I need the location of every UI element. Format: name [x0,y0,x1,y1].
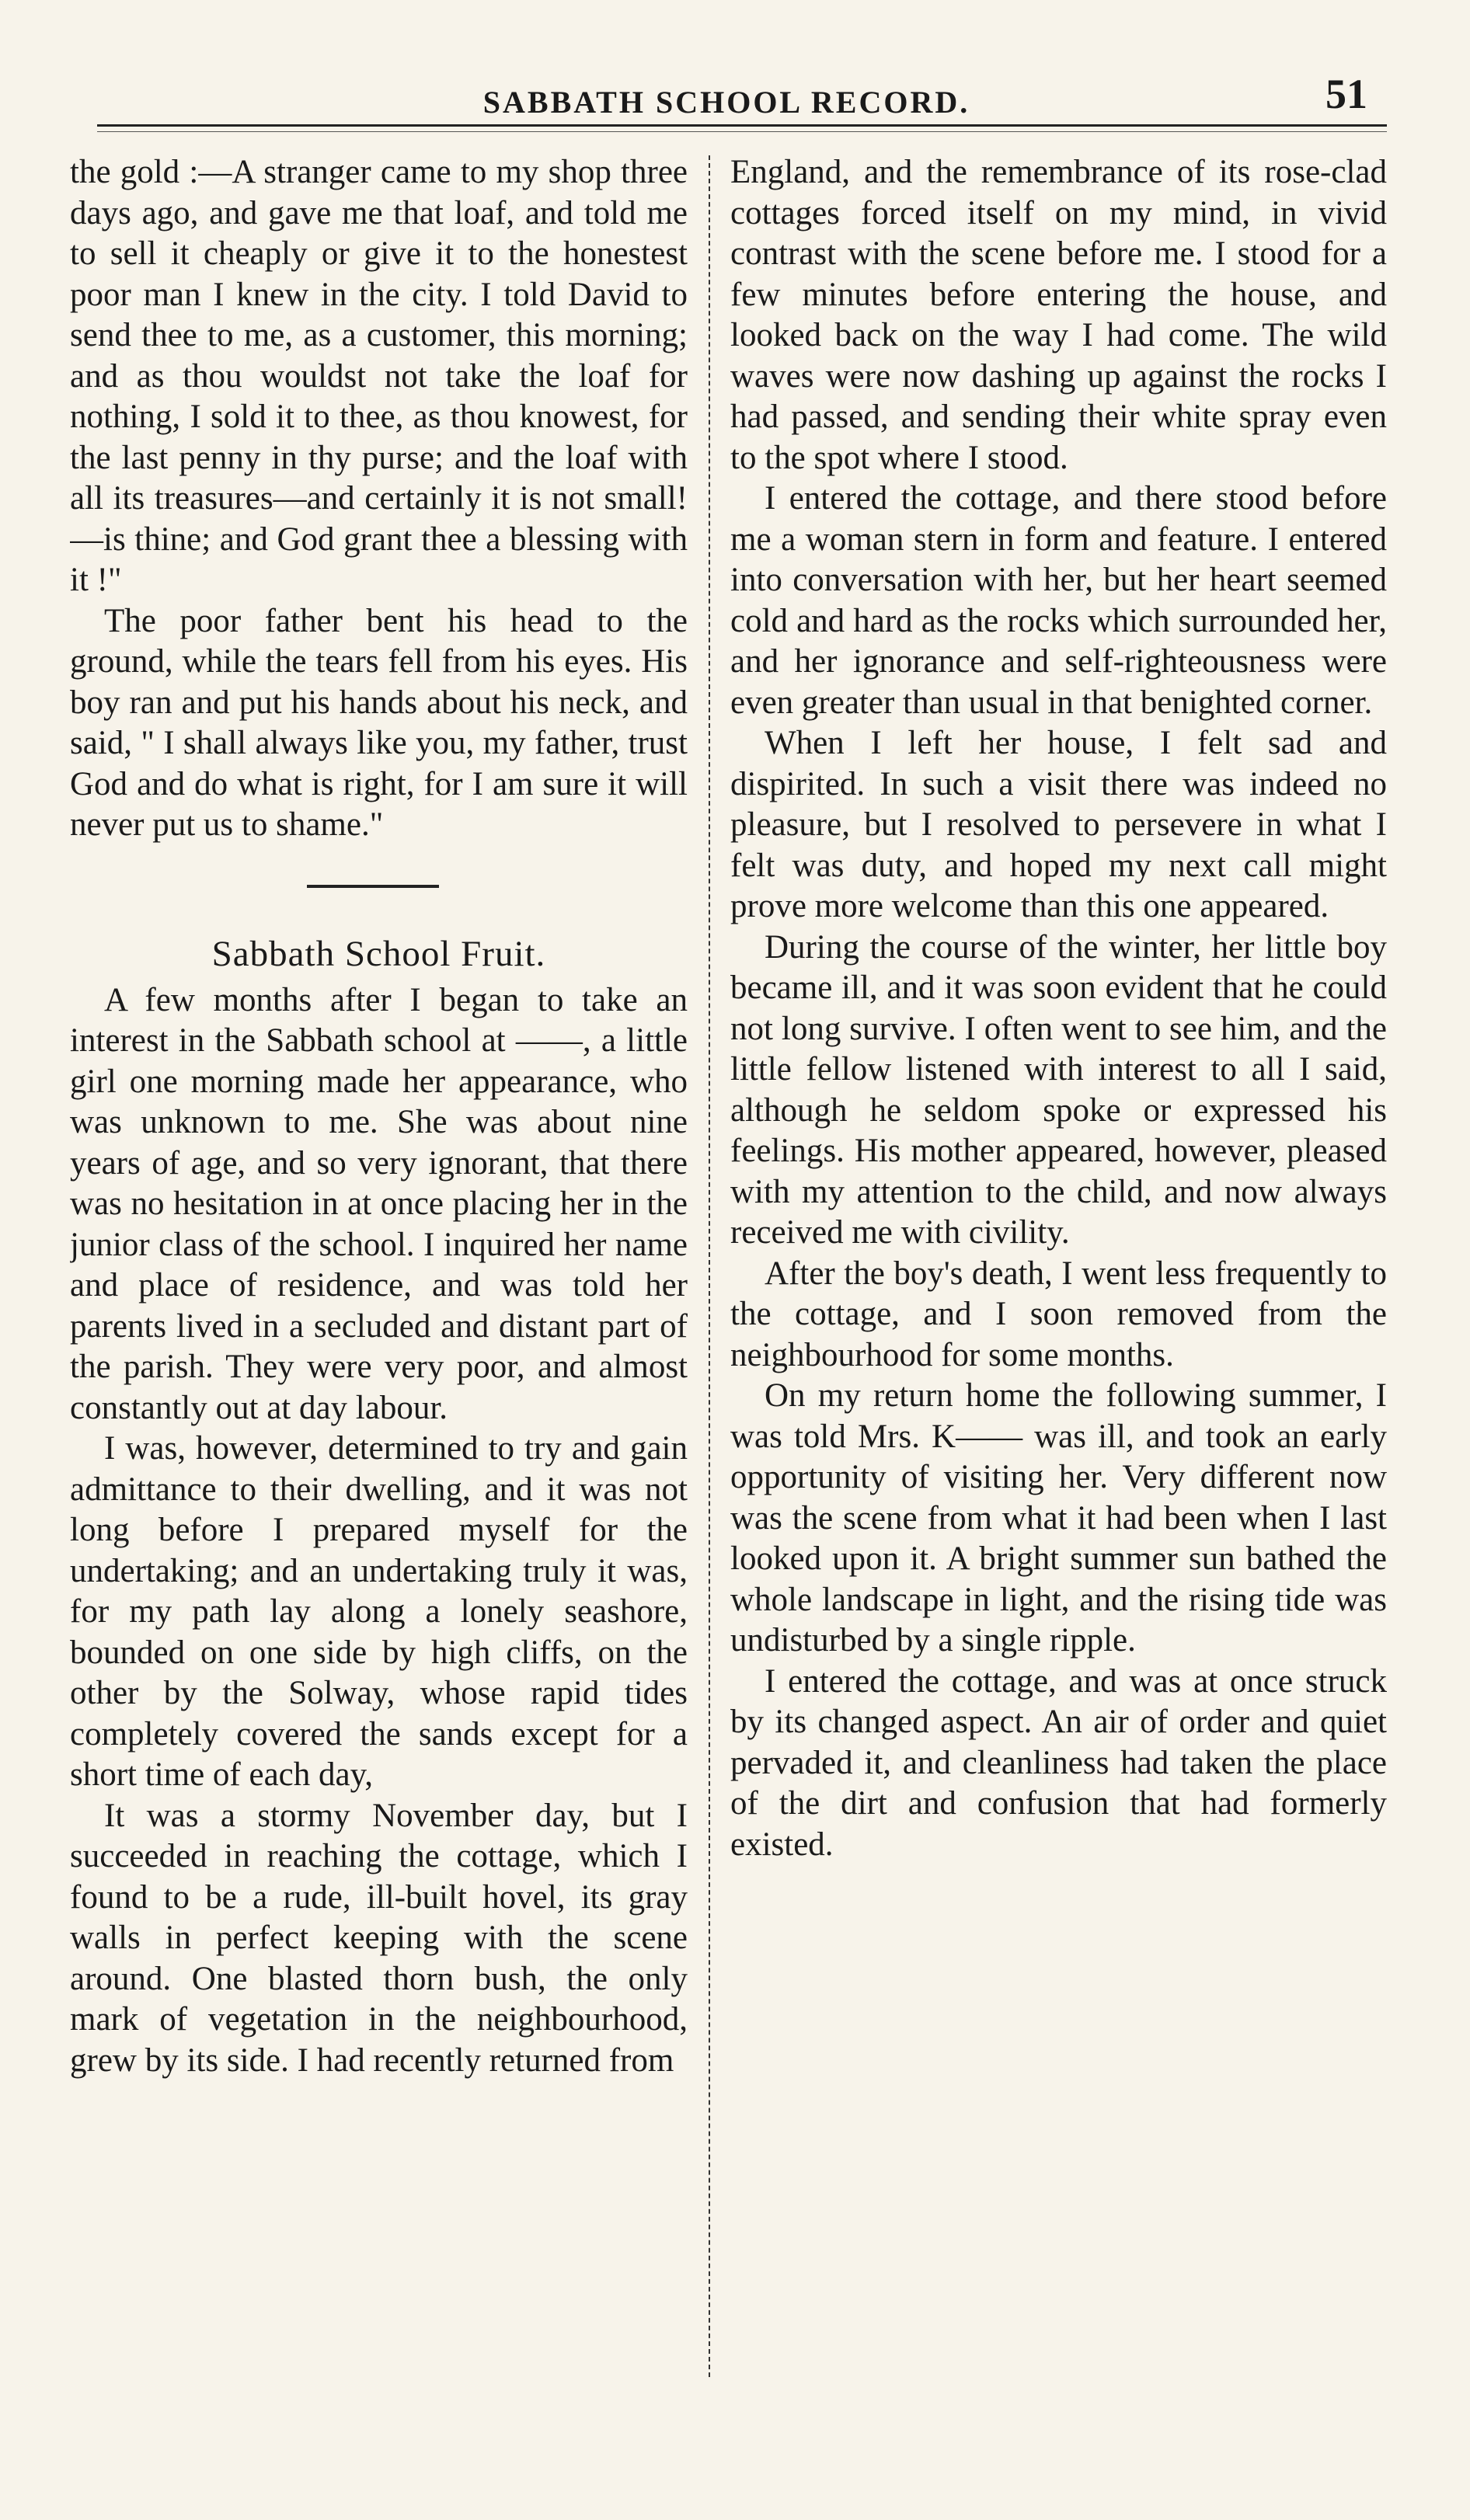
section-separator-rule [70,846,688,928]
paragraph: England, and the remembrance of its rose-clad cottages forced itself on my mind, in vivid contrast with the scene before me. I stood for a few minutes before entering the house, and looked back on the way I had come. The wild waves were now dashing up against the rocks I had passed, and sending their white spray even to the spot where I stood. [730,154,1387,476]
paragraph: During the course of the winter, her little boy became ill, and it was soon evident that he could not long survive. I often went to see him, and the little fellow listened with interest to all I said, although he seldom spoke or expressed his feelings. His mother appeared, however, pleased with my attention to the child, and now always received me with civility. [730,928,1387,1251]
paragraph: the gold :—A stranger came to my shop three days ago, and gave me that loaf, and told me to sell it cheaply or give it to the honestest poor man I knew in the city. I told David to send thee to me, as a customer, this morning; and as thou wouldst not take the loaf for nothing, I sold it to thee, as thou knowest, for the last penny in thy purse; and the loaf with all its treasures—and certainly it is not small!—is thine; and God grant thee a blessing with it !" [70,154,688,598]
paragraph: I entered the cottage, and there stood before me a woman stern in form and feature. I entered into conversation with her, but her heart seemed cold and hard as the rocks which surrounded her, and her ignorance and self-righteousness were even greater than usual in that benighted corner. [730,480,1387,721]
paragraph: The poor father bent his head to the ground, while the tears fell from his eyes. His boy ran and put his hands about his neck, and said, " I shall always like you, my father, trust God and do what is right, for I am sure it will never put us to shame." [70,602,688,843]
paragraph: I was, however, determined to try and gain admittance to their dwelling, and it was not long before I prepared myself for the undertaking; and an undertaking truly it was, for my path lay along a lonely seashore, bounded on one side by high cliffs, on the other by the Solway, whose rapid tides completely covered the sands except for a short time of each day, [70,1430,688,1793]
page-header [70,70,1383,124]
left-column [70,152,688,2405]
column-divider [709,155,710,2377]
running-title: SABBATH SCHOOL RECORD. [482,85,970,120]
paragraph: I entered the cottage, and was at once struck by its changed aspect. An air of order and quiet pervaded it, and cleanliness had taken the place of the dirt and confusion that had formerly existed. [730,1662,1387,1863]
paragraph: A few months after I began to take an interest in the Sabbath school at ——, a little girl one morning made her appearance, who was unknown to me. She was about nine years of age, and so very ignorant, that there was no hesitation in at once placing her in the junior class of the school. I inquired her name and place of residence, and was told her parents lived in a secluded and distant part of the parish. They were very poor, and almost constantly out at day labour. [70,981,688,1426]
paragraph: After the boy's death, I went less frequently to the cottage, and I soon removed from the neighbourhood for some months. [730,1255,1387,1373]
right-column [730,152,1387,2405]
section-heading: Sabbath School Fruit. [211,933,546,974]
paragraph: It was a stormy November day, but I succeeded in reaching the cottage, which I found to be a rude, ill-built hovel, its gray walls in perfect keeping with the scene around. One blasted thorn bush, the only mark of vegetation in the neighbourhood, grew by its side. I had recently returned from [70,1797,688,2079]
header-rule [97,124,1387,132]
paragraph: On my return home the following summer, I was told Mrs. K—— was ill, and took an early opportunity of visiting her. Very different now was the scene from what it had been when I last looked upon it. A bright summer sun bathed the whole landscape in light, and the rising tide was undisturbed by a single ripple. [730,1377,1387,1659]
paragraph: When I left her house, I felt sad and dispirited. In such a visit there was indeed no pleasure, but I resolved to persevere in what I felt was duty, and hoped my next call might prove more welcome than this one appeared. [730,725,1387,924]
page-number: 51 [1325,71,1367,117]
